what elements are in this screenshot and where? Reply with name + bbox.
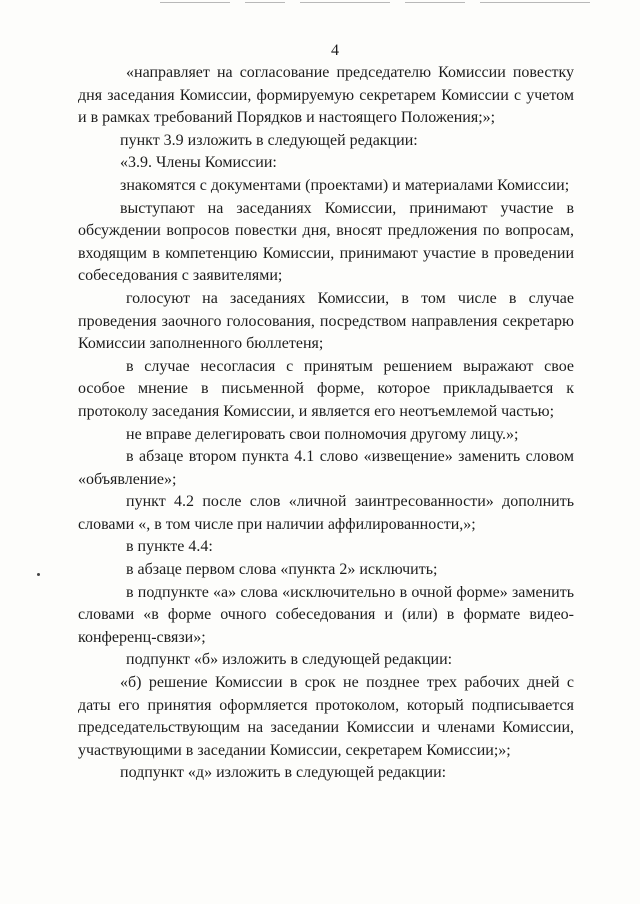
paragraph-6: голосуют на заседаниях Комиссии, в том числе в случае проведения заочного голосования, посредством направления секретарю Комиссии заполненного бюллетеня; bbox=[78, 289, 574, 353]
paragraph-1: «направляет на согласование председателю Комиссии повестку дня заседания Комиссии, формируемую секретарем Комиссии с учетом и в рамках требований Порядков и настоящего Положения;»; bbox=[78, 64, 574, 127]
paragraph-11: в пункте 4.4: bbox=[126, 538, 213, 556]
paragraph-10: пункт 4.2 после слов «личной заинтресованности» дополнить словами «, в том числе при наличии аффилированности,»; bbox=[78, 493, 574, 533]
page-number: 4 bbox=[331, 42, 339, 59]
paragraph-5: выступают на заседаниях Комиссии, принимают участие в обсуждении вопросов повестки дня, вносят предложения по вопросам, входящим в компетенцию Комиссии, принимают участие в проведении собеседования с заявителями; bbox=[78, 199, 574, 285]
paragraph-12: в абзаце первом слова «пункта 2» исключить; bbox=[126, 561, 438, 579]
paragraph-13: в подпункте «а» слова «исключительно в очной форме» заменить словами «в форме очного собеседования и (или) в формате видео-конференц-связи»; bbox=[78, 583, 574, 646]
paragraph-8: не вправе делегировать свои полномочия другому лицу.»; bbox=[126, 425, 519, 443]
paragraph-2: пункт 3.9 изложить в следующей редакции: bbox=[120, 131, 418, 149]
document-body bbox=[78, 62, 574, 785]
paragraph-3: «3.9. Члены Комиссии: bbox=[120, 154, 277, 172]
paragraph-7: в случае несогласия с принятым решением выражают свое особое мнение в письменной форме, которое прикладывается к протоколу заседания Комиссии, и является его неотъемлемой частью; bbox=[78, 357, 574, 420]
paragraph-14: подпункт «б» изложить в следующей редакции: bbox=[126, 651, 453, 669]
paragraph-16: подпункт «д» изложить в следующей редакции: bbox=[120, 764, 447, 782]
scan-top-edge bbox=[0, 0, 640, 6]
paragraph-9: в абзаце втором пункта 4.1 слово «извещение» заменить словом «объявление»; bbox=[78, 448, 574, 488]
scan-speck bbox=[37, 573, 40, 576]
paragraph-15: «б) решение Комиссии в срок не позднее трех рабочих дней с даты его принятия оформляется протоколом, который подписывается председательствующим на заседании Комиссии и членами Комиссии, участвующими в заседании Комиссии, секретарем Комиссии;»; bbox=[78, 674, 574, 759]
paragraph-4: знакомятся с документами (проектами) и материалами Комиссии; bbox=[120, 176, 570, 194]
